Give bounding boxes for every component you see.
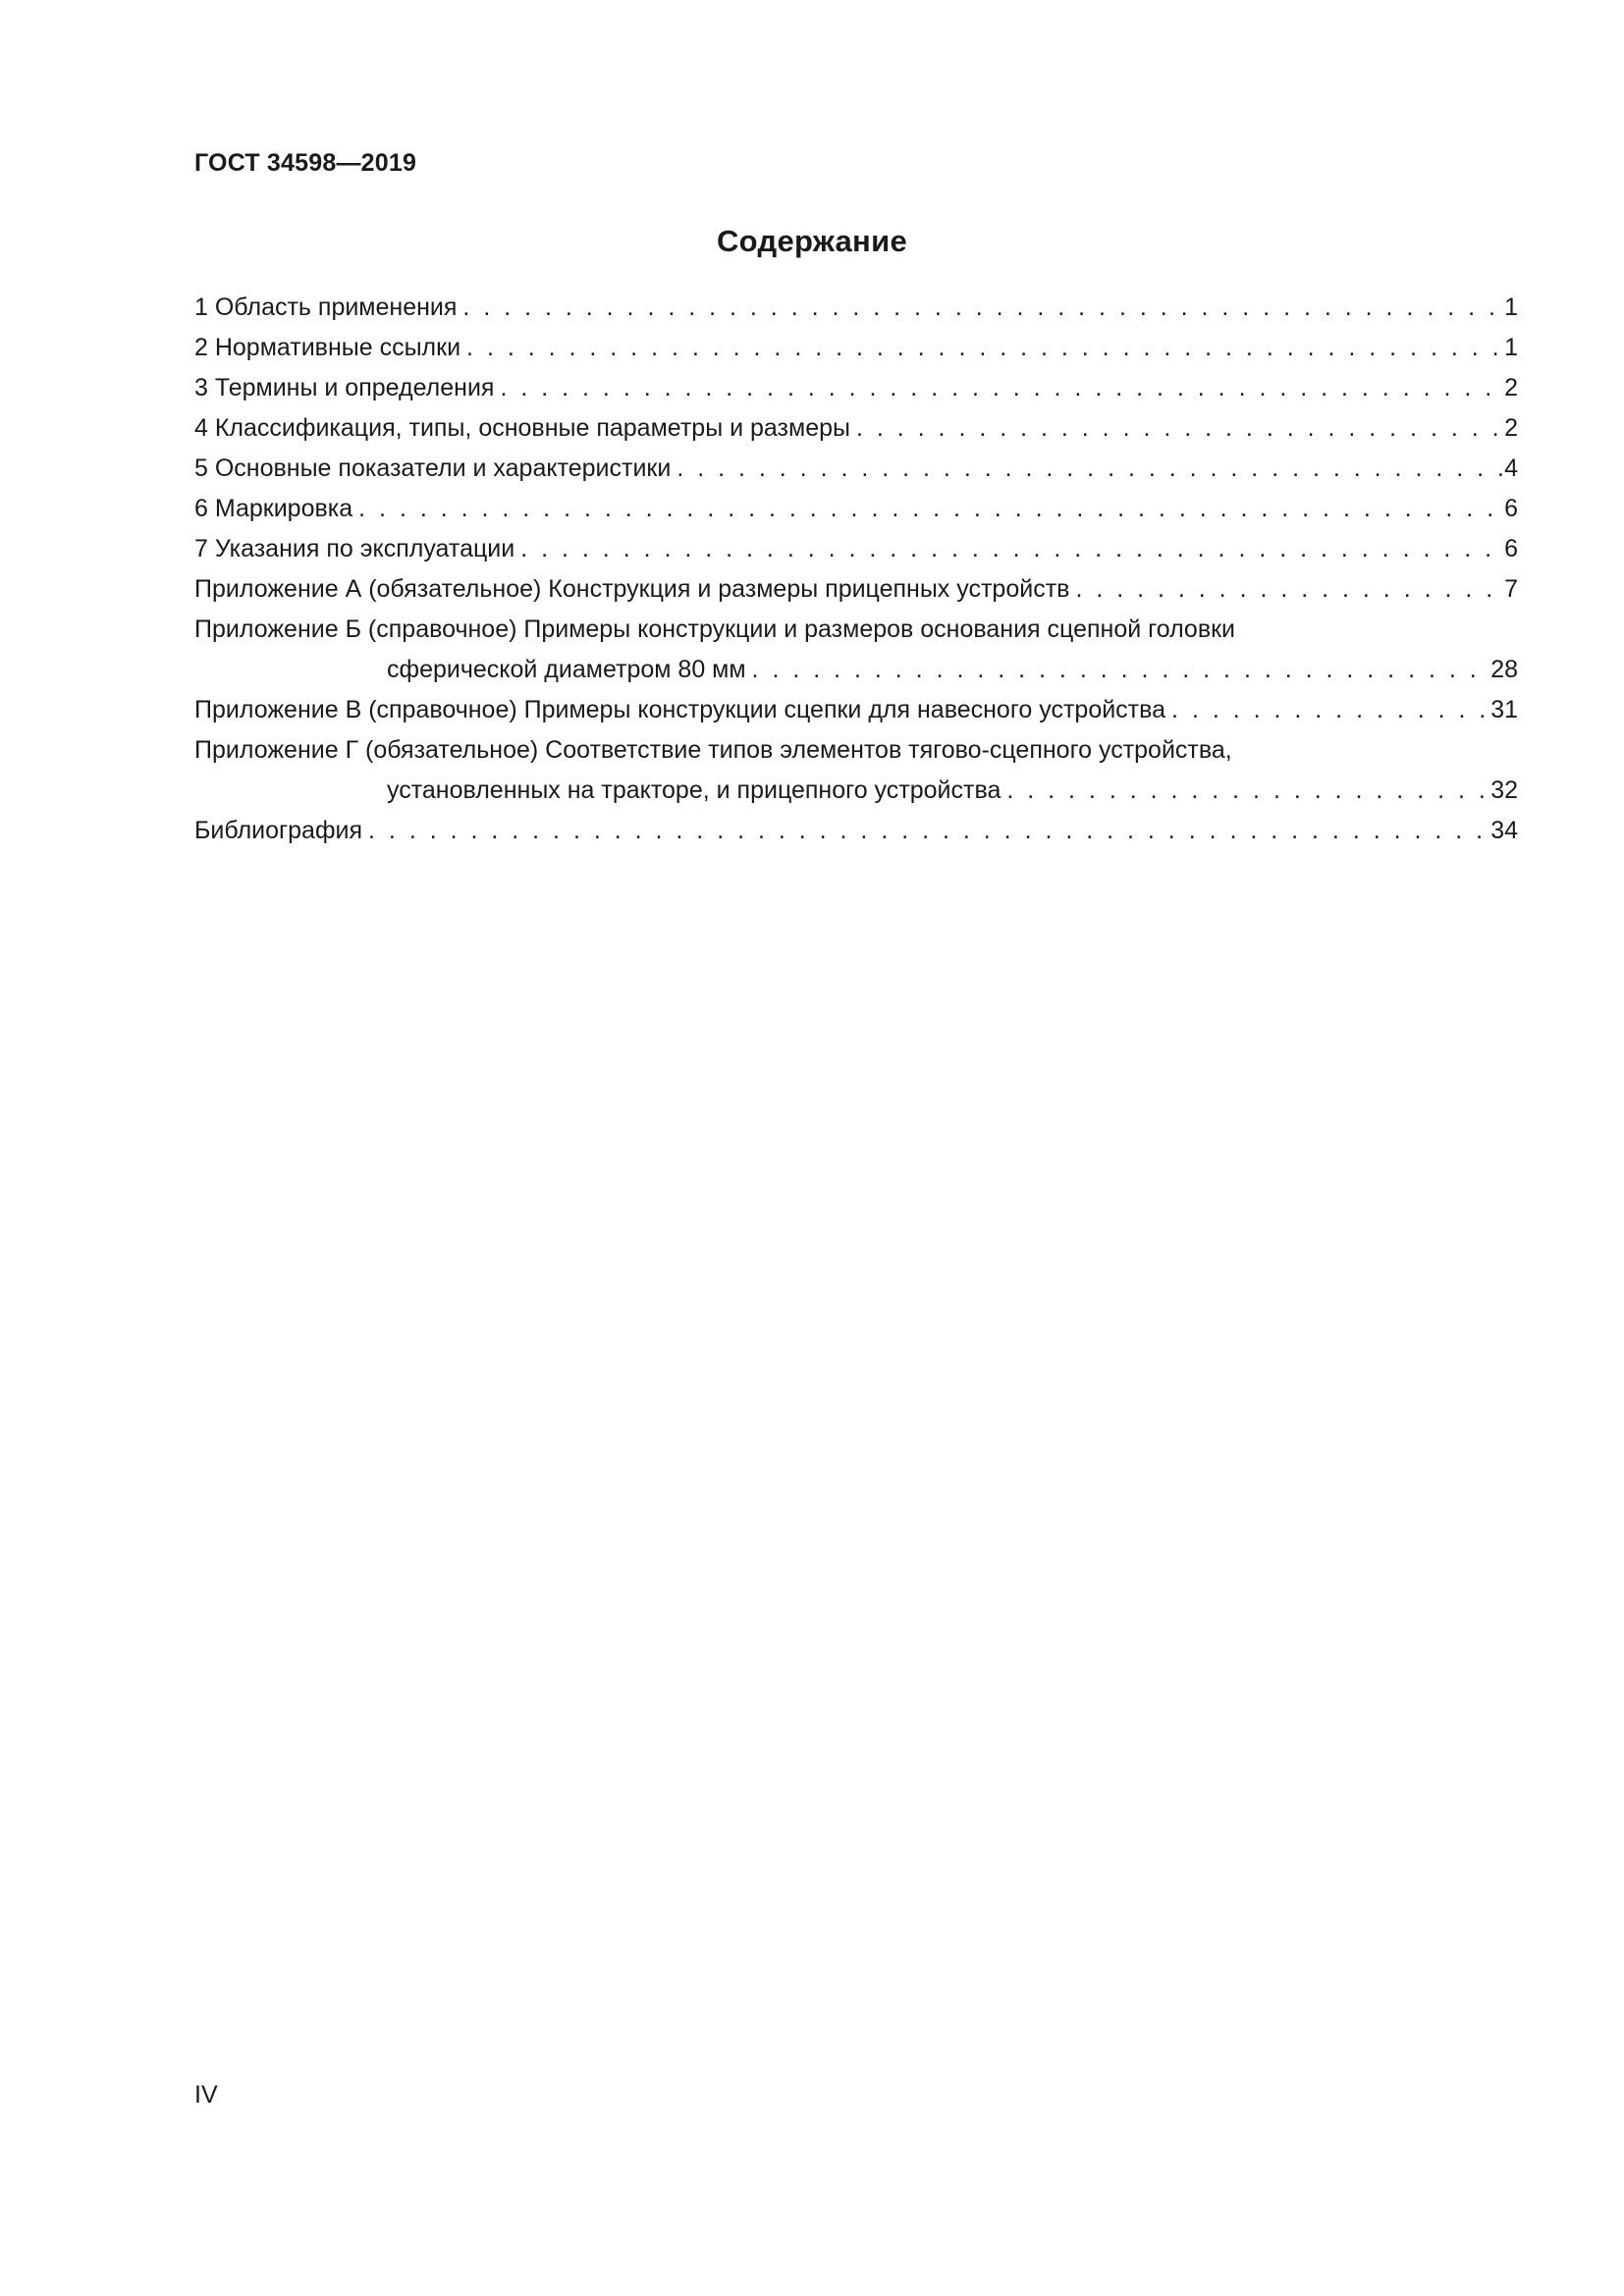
dot-leader [1006, 771, 1489, 811]
dot-leader [462, 288, 1502, 328]
dot-leader [1075, 569, 1502, 610]
toc-entry-appendix-a[interactable] [194, 569, 1518, 610]
toc-entry-marking[interactable] [194, 489, 1518, 529]
toc-entry-label: 6 Маркировка [194, 495, 353, 522]
toc-entry-page: 28 [1490, 656, 1518, 683]
toc-entry-page: 2 [1504, 374, 1518, 401]
toc-entry-page: 34 [1490, 817, 1518, 844]
toc-entry-page: 6 [1504, 535, 1518, 562]
dot-leader [500, 368, 1502, 408]
toc-entry-label: 5 Основные показатели и характеристики [194, 454, 672, 482]
toc-entry-normative-references[interactable] [194, 328, 1518, 368]
toc-entry-label: 7 Указания по эксплуатации [194, 535, 515, 562]
dot-leader [856, 408, 1502, 449]
toc-entry-appendix-v[interactable] [194, 690, 1518, 730]
toc-entry-label: Приложение А (обязательное) Конструкция и размеры прицепных устройств [194, 575, 1070, 603]
dot-leader [466, 328, 1502, 368]
toc-entry-page: 1 [1504, 334, 1518, 361]
toc-entry-label-continued: сферической диаметром 80 мм [387, 656, 746, 683]
toc-entry-main-indicators[interactable] [194, 449, 1518, 489]
dot-leader [752, 650, 1489, 690]
dot-leader [358, 489, 1502, 529]
toc-entry-label: Приложение В (справочное) Примеры конструкции сцепки для навесного устройства [194, 696, 1166, 723]
toc-entry-label: Библиография [194, 817, 363, 844]
toc-entry-label: Приложение Б (справочное) Примеры конструкции и размеров основания сцепной головки [194, 615, 1236, 643]
dot-leader [1171, 690, 1489, 730]
dot-leader [677, 449, 1502, 489]
toc-entry-label: 3 Термины и определения [194, 374, 495, 401]
toc-entry-page: 2 [1504, 414, 1518, 442]
toc-entry-page: 4 [1504, 454, 1518, 482]
toc-entry-appendix-g[interactable] [194, 730, 1518, 811]
table-of-contents [194, 288, 1518, 851]
toc-entry-scope[interactable] [194, 288, 1518, 328]
toc-entry-page: 32 [1490, 776, 1518, 804]
toc-entry-page: 1 [1504, 294, 1518, 321]
toc-entry-operation-instructions[interactable] [194, 529, 1518, 569]
toc-entry-label: Приложение Г (обязательное) Соответствие типов элементов тягово-сцепного устройства, [194, 736, 1232, 764]
toc-entry-classification[interactable] [194, 408, 1518, 449]
document-code: ГОСТ 34598—2019 [194, 149, 417, 177]
page-number: IV [194, 2081, 218, 2109]
toc-entry-label-continued: установленных на тракторе, и прицепного устройства [387, 776, 1001, 804]
dot-leader [368, 811, 1489, 851]
toc-entry-page: 6 [1504, 495, 1518, 522]
toc-entry-label: 4 Классификация, типы, основные параметры и размеры [194, 414, 850, 442]
toc-entry-appendix-b[interactable] [194, 610, 1518, 690]
toc-entry-bibliography[interactable] [194, 811, 1518, 851]
dot-leader [520, 529, 1502, 569]
toc-entry-page: 31 [1490, 696, 1518, 723]
toc-entry-label: 2 Нормативные ссылки [194, 334, 461, 361]
toc-entry-page: 7 [1504, 575, 1518, 603]
toc-title: Содержание [717, 224, 907, 258]
toc-entry-label: 1 Область применения [194, 294, 458, 321]
toc-entry-terms-definitions[interactable] [194, 368, 1518, 408]
